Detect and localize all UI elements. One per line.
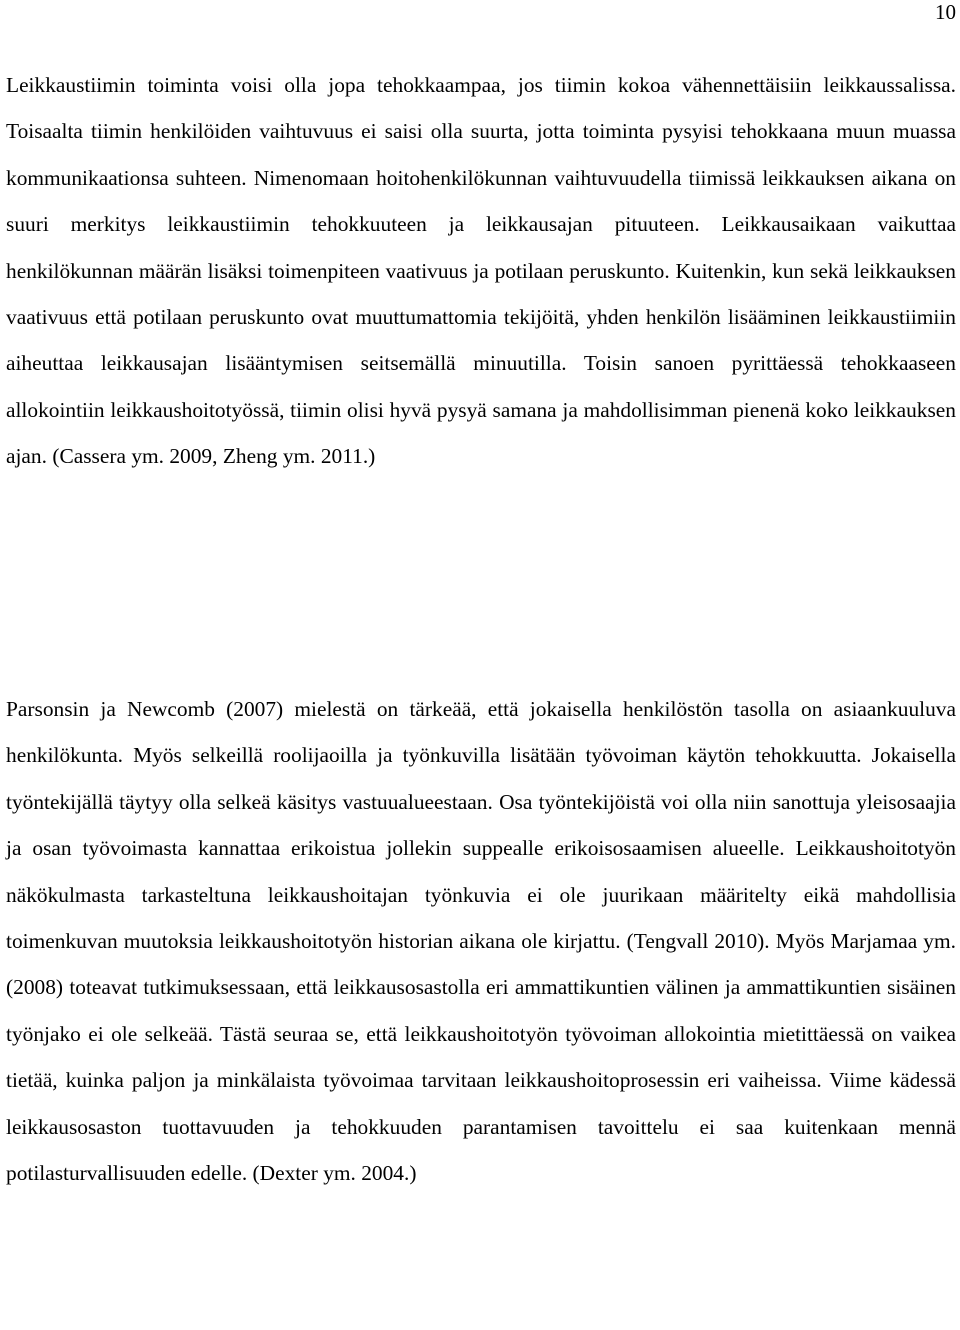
page-number: 10	[935, 0, 956, 24]
paragraph-2: Parsonsin ja Newcomb (2007) mielestä on tärkeää, että jokaisella henkilöstön tasolla on asiaankuuluva henkilökunta. Myös selkeillä roolijaoilla ja työnkuvilla lisätään työvoiman käytön tehokkuutta. Jokaisella työntekijällä täytyy olla selkeä käsitys vastuualueestaan. Osa työntekijöistä voi olla niin sanottuja yleisosaajia ja osan työvoimasta kannattaa erikoistua jollekin suppealle erikoisosaamisen alueelle. Leikkaushoitotyön näkökulmasta tarkasteltuna leikkaushoitajan työnkuvia ei ole juurikaan määritelty eikä mahdollisia toimenkuvan muutoksia leikkaushoitotyön historian aikana ole kirjattu. (Tengvall 2010). Myös Marjamaa ym. (2008) toteavat tutkimuksessaan, että leikkausosastolla eri ammattikuntien välinen ja ammattikuntien sisäinen työnjako ei ole selkeää. Tästä seuraa se, että leikkaushoitotyön työvoiman allokointia mietittäessä on vaikea tietää, kuinka paljon ja minkälaista työvoimaa tarvitaan leikkaushoitoprosessin eri vaiheissa. Viime kädessä leikkausosaston tuottavuuden ja tehokkuuden parantamisen tavoittelu ei saa kuitenkaan mennä potilasturvallisuuden edelle. (Dexter ym. 2004.)	[6, 697, 956, 1186]
paragraph-1: Leikkaustiimin toiminta voisi olla jopa tehokkaampaa, jos tiimin kokoa vähennettäisiin leikkaussalissa. Toisaalta tiimin henkilöiden vaihtuvuus ei saisi olla suurta, jotta toiminta pysyisi tehokkaana muun muassa kommunikaationsa suhteen. Nimenomaan hoitohenkilökunnan vaihtuvuudella tiimissä leikkauksen aikana on suuri merkitys leikkaustiimin tehokkuuteen ja leikkausajan pituuteen. Leikkausaikaan vaikuttaa henkilökunnan määrän lisäksi toimenpiteen vaativuus ja potilaan peruskunto. Kuitenkin, kun sekä leikkauksen vaativuus että potilaan peruskunto ovat muuttumattomia tekijöitä, yhden henkilön lisääminen leikkaustiimiin aiheuttaa leikkausajan lisääntymisen seitsemällä minuutilla. Toisin sanoen pyrittäessä tehokkaaseen allokointiin leikkaushoitotyössä, tiimin olisi hyvä pysyä samana ja mahdollisimman pienenä koko leikkauksen ajan. (Cassera ym. 2009, Zheng ym. 2011.)	[6, 73, 956, 469]
